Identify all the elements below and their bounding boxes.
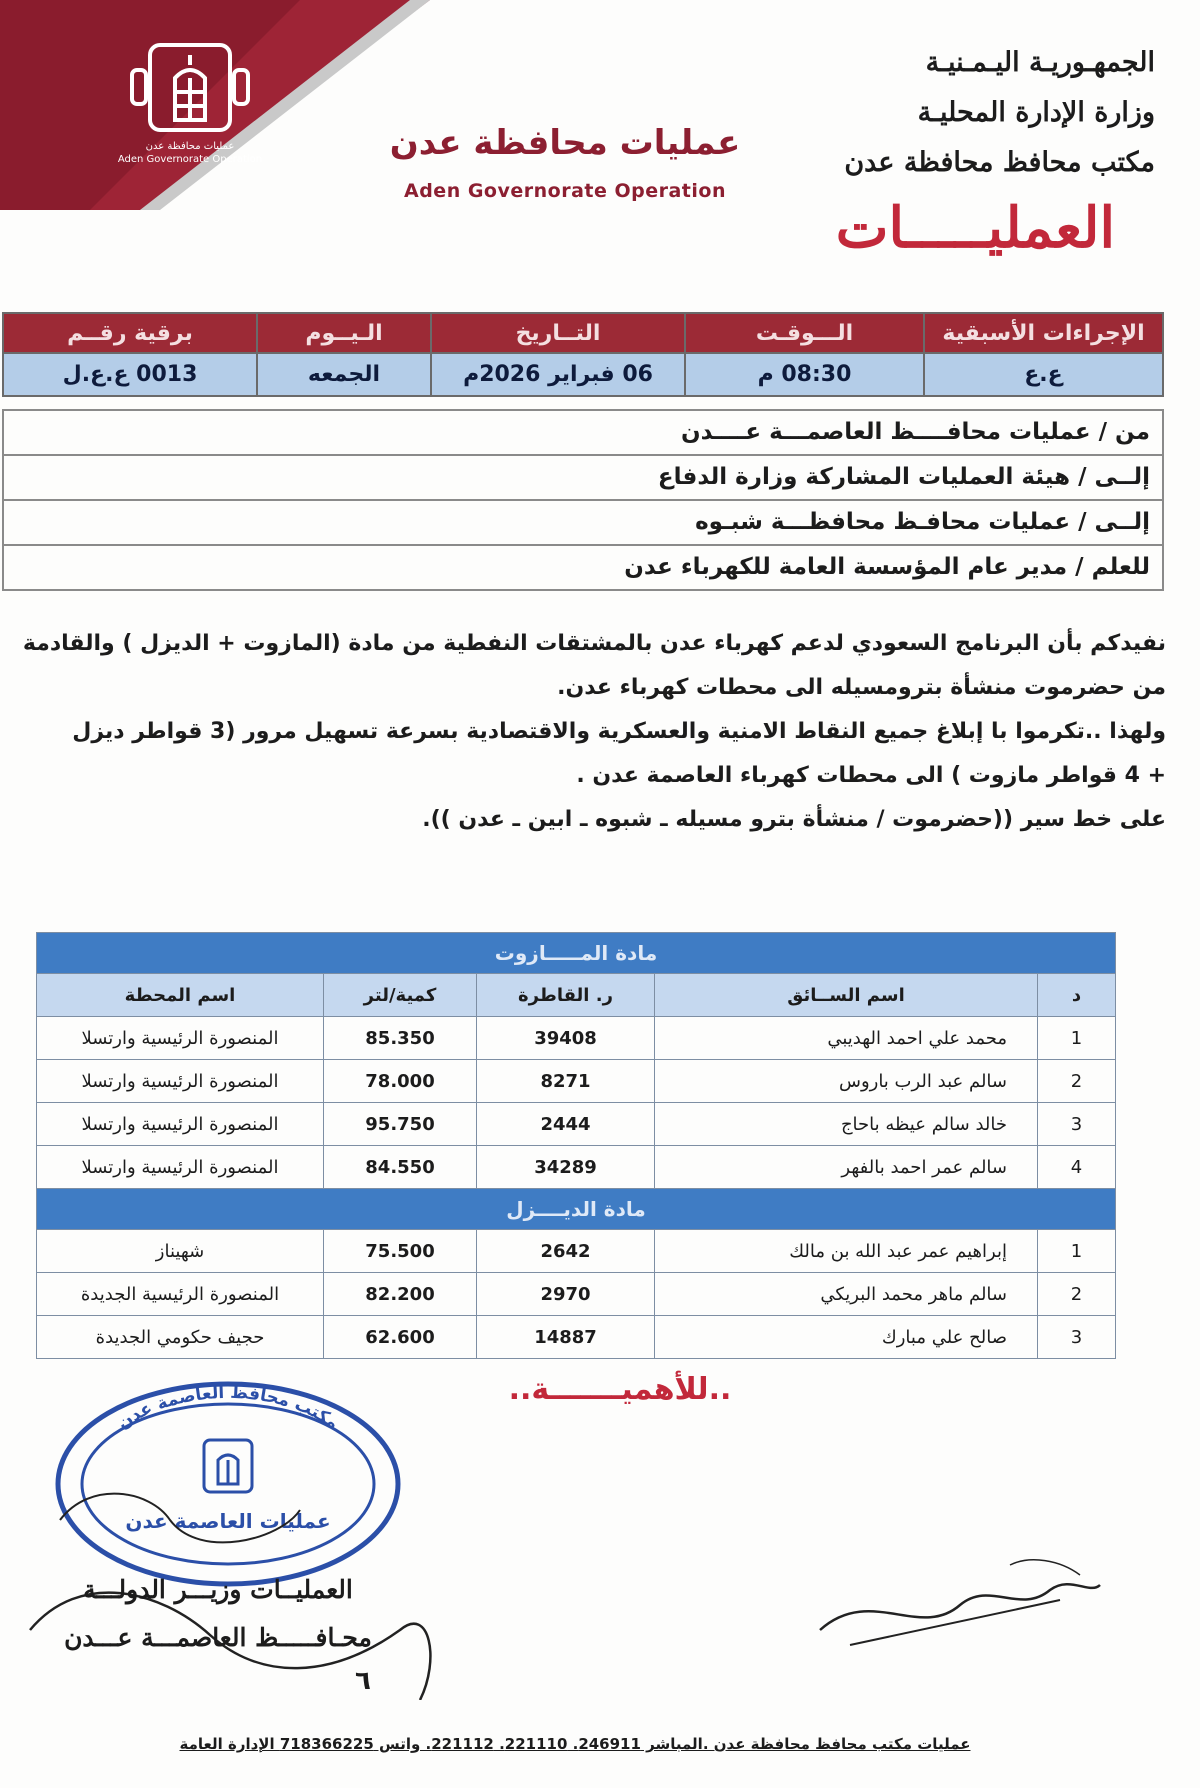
importance-note: ..للأهميـــــــة.. bbox=[508, 1372, 732, 1407]
gov-line-ministry: وزارة الإدارة المحليـة bbox=[917, 97, 1155, 128]
cell-truck: 2970 bbox=[477, 1273, 655, 1316]
cell-station: المنصورة الرئيسية الجديدة bbox=[37, 1273, 324, 1316]
footer-contacts: عمليات مكتب محافظ محافظة عدن .المباشر 246911. 221110. 221112. واتس 718366225 الإدارة العامة bbox=[179, 1735, 971, 1753]
cell-station: المنصورة الرئيسية وارتسلا bbox=[37, 1060, 324, 1103]
body-line: ولهذا ..تكرموا با إبلاغ جميع النقاط الامنية والعسكرية والاقتصادية بسرعة تسهيل مرور (3 قواطر ديزل bbox=[72, 719, 1166, 744]
gov-line-republic: الجمهـوريـة اليـمـنيـة bbox=[925, 47, 1155, 78]
recipient-from: من / عمليات محافــــظ العاصمـــة عــــدن bbox=[2, 409, 1164, 456]
stamp-ring-text: مكتب محافظ العاصمة عدن bbox=[113, 1382, 343, 1434]
recipients-block bbox=[2, 409, 1164, 591]
diesel-section-row bbox=[37, 1189, 1116, 1230]
cell-index: 4 bbox=[1038, 1146, 1116, 1189]
table-row bbox=[37, 1273, 1116, 1316]
brand-title-english: Aden Governorate Operation bbox=[404, 180, 726, 202]
col-quantity: كمية/لتر bbox=[324, 974, 477, 1017]
body-line: من حضرموت منشأة بترومسيله الى محطات كهرباء عدن. bbox=[557, 675, 1166, 700]
logo-caption bbox=[95, 140, 285, 166]
table-row bbox=[37, 1316, 1116, 1359]
info-value-row bbox=[3, 353, 1163, 396]
cell-station: المنصورة الرئيسية وارتسلا bbox=[37, 1146, 324, 1189]
signatory-line: العمليــات وزيـــر الدولـــة bbox=[83, 1575, 353, 1604]
government-heading bbox=[775, 38, 1155, 268]
cell-index: 1 bbox=[1038, 1230, 1116, 1273]
cell-driver: سالم عمر احمد بالفهر bbox=[655, 1146, 1038, 1189]
cell-quantity: 95.750 bbox=[324, 1103, 477, 1146]
column-header-row bbox=[37, 974, 1116, 1017]
diesel-section-title: مادة الديــــزل bbox=[37, 1189, 1116, 1230]
message-body bbox=[16, 622, 1166, 842]
body-line: نفيدكم بأن البرنامج السعودي لدعم كهرباء عدن بالمشتقات النفطية من مادة (المازوت + الديزل ) والقادمة bbox=[22, 631, 1166, 656]
cell-station: المنصورة الرئيسية وارتسلا bbox=[37, 1103, 324, 1146]
cell-truck: 2444 bbox=[477, 1103, 655, 1146]
stamp-center-text: عمليات العاصمة عدن bbox=[125, 1509, 331, 1533]
cell-index: 3 bbox=[1038, 1316, 1116, 1359]
col-truck-number: ر. القاطرة bbox=[477, 974, 655, 1017]
cell-quantity: 85.350 bbox=[324, 1017, 477, 1060]
value-date: 06 فبراير 2026م bbox=[431, 353, 685, 396]
header-date: التــاريخ bbox=[431, 313, 685, 353]
header-priority: الإجراءات الأسبقية bbox=[924, 313, 1163, 353]
table-row bbox=[37, 1230, 1116, 1273]
value-time: 08:30 م bbox=[685, 353, 924, 396]
table-row bbox=[37, 1017, 1116, 1060]
table-row bbox=[37, 1103, 1116, 1146]
cell-index: 2 bbox=[1038, 1060, 1116, 1103]
recipient-cc-electricity: للعلم / مدير عام المؤسسة العامة للكهرباء عدن bbox=[2, 546, 1164, 591]
mazut-section-title: مادة المـــــازوت bbox=[37, 933, 1116, 974]
cell-truck: 14887 bbox=[477, 1316, 655, 1359]
body-line: + 4 قواطر مازوت ) الى محطات كهرباء العاصمة عدن . bbox=[576, 763, 1166, 788]
recipient-to-defense: إلــى / هيئة العمليات المشاركة وزارة الدفاع bbox=[2, 456, 1164, 501]
cell-driver: إبراهيم عمر عبد الله بن مالك bbox=[655, 1230, 1038, 1273]
cell-quantity: 78.000 bbox=[324, 1060, 477, 1103]
cell-quantity: 62.600 bbox=[324, 1316, 477, 1359]
header-time: الـــوقـت bbox=[685, 313, 924, 353]
header-banner bbox=[0, 0, 430, 210]
value-priority: ع.ع bbox=[924, 353, 1163, 396]
cell-station: شهيناز bbox=[37, 1230, 324, 1273]
cell-station: المنصورة الرئيسية وارتسلا bbox=[37, 1017, 324, 1060]
cell-driver: محمد علي احمد الهديبي bbox=[655, 1017, 1038, 1060]
info-header-row bbox=[3, 313, 1163, 353]
cell-driver: صالح علي مبارك bbox=[655, 1316, 1038, 1359]
value-telegram-number: 0013 ع.ع.ل bbox=[3, 353, 257, 396]
brand-title-arabic: عمليات محافظة عدن bbox=[389, 123, 741, 163]
logo-caption-en: Aden Governorate Operation bbox=[117, 154, 263, 165]
mazut-section-row bbox=[37, 933, 1116, 974]
value-day: الجمعه bbox=[257, 353, 431, 396]
cell-index: 1 bbox=[1038, 1017, 1116, 1060]
cell-truck: 2642 bbox=[477, 1230, 655, 1273]
cell-driver: سالم ماهر محمد البريكي bbox=[655, 1273, 1038, 1316]
cell-index: 2 bbox=[1038, 1273, 1116, 1316]
telegram-info-table bbox=[2, 312, 1164, 397]
cell-truck: 8271 bbox=[477, 1060, 655, 1103]
gov-line-office: مكتب محافظ محافظة عدن bbox=[844, 147, 1155, 178]
body-line: على خط سير ((حضرموت / منشأة بترو مسيله ـ شبوه ـ ابين ـ عدن )). bbox=[422, 807, 1166, 832]
col-index: د bbox=[1038, 974, 1116, 1017]
header-day: الـيــوم bbox=[257, 313, 431, 353]
signatory-line: محـافـــــظ العاصمـــة عـــدن bbox=[64, 1623, 372, 1652]
cell-quantity: 82.200 bbox=[324, 1273, 477, 1316]
fuel-trucks-table bbox=[36, 932, 1116, 1359]
cell-driver: سالم عبد الرب باروس bbox=[655, 1060, 1038, 1103]
table-row bbox=[37, 1060, 1116, 1103]
table-row bbox=[37, 1146, 1116, 1189]
logo-icon bbox=[132, 45, 248, 130]
operations-title: العمليـــــات bbox=[835, 195, 1115, 261]
cell-truck: 34289 bbox=[477, 1146, 655, 1189]
cell-truck: 39408 bbox=[477, 1017, 655, 1060]
signature-scribble-right bbox=[810, 1545, 1110, 1665]
header-telegram-number: برقية رقــم bbox=[3, 313, 257, 353]
cell-quantity: 84.550 bbox=[324, 1146, 477, 1189]
cell-index: 3 bbox=[1038, 1103, 1116, 1146]
logo-caption-ar: عمليات محافظة عدن bbox=[145, 141, 235, 152]
recipient-to-shabwa: إلــى / عمليات محافـظ محافظـــة شبـوه bbox=[2, 501, 1164, 546]
cell-station: حجيف حكومي الجديدة bbox=[37, 1316, 324, 1359]
col-driver: اسم الســائق bbox=[655, 974, 1038, 1017]
cell-quantity: 75.500 bbox=[324, 1230, 477, 1273]
signatory-block bbox=[28, 1566, 408, 1662]
signature-number: ٦ bbox=[355, 1666, 371, 1696]
cell-driver: خالد سالم عيظه باحاج bbox=[655, 1103, 1038, 1146]
col-station: اسم المحطة bbox=[37, 974, 324, 1017]
